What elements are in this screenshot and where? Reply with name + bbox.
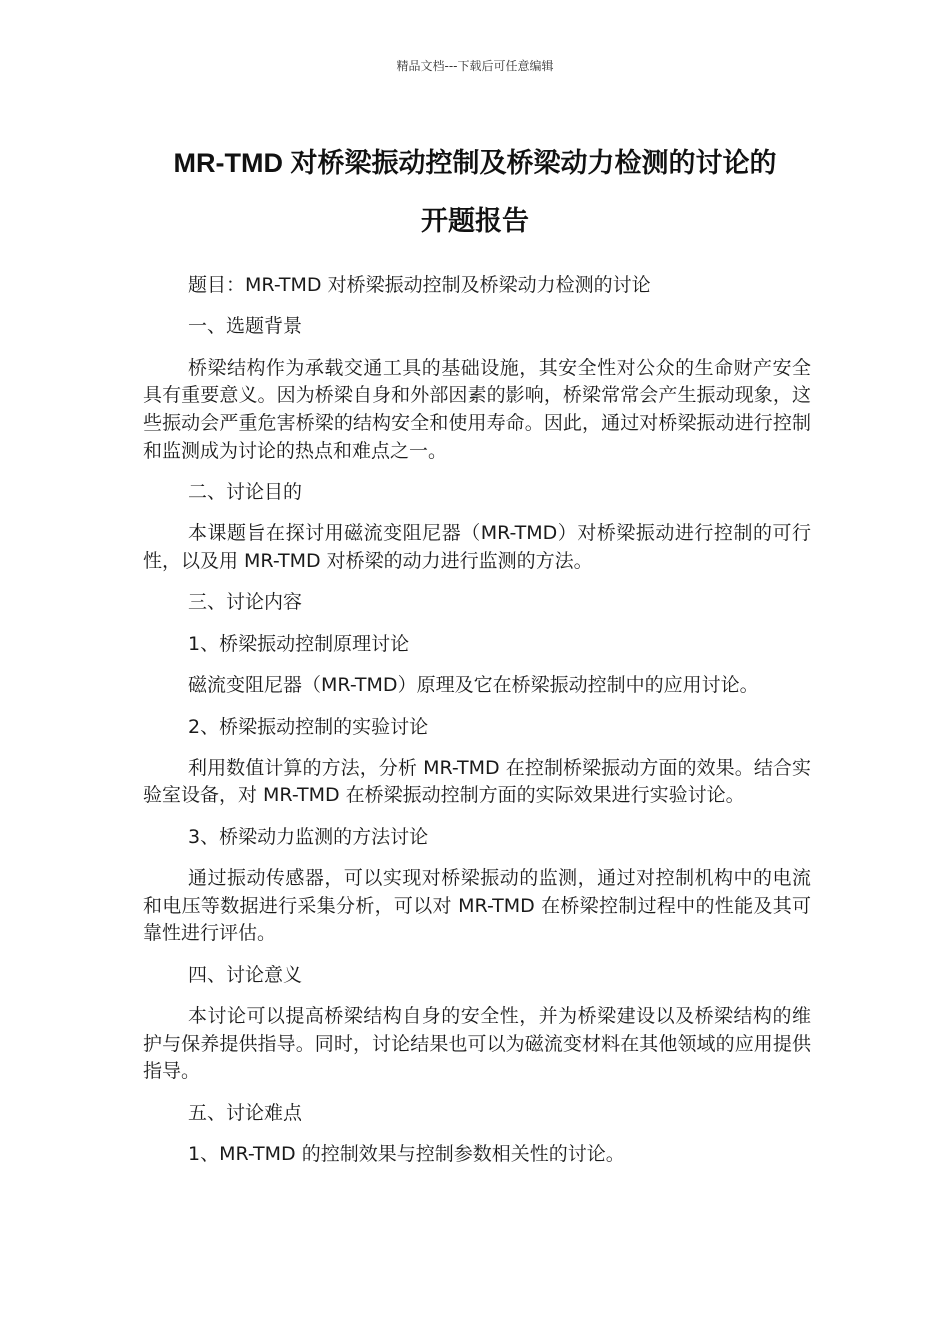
paragraph-control-experiment: 利用数值计算的方法，分析 MR-TMD 在控制桥梁振动方面的效果。结合实验室设备，对 MR-TMD 在桥梁振动控制方面的实际效果进行实验讨论。 xyxy=(143,756,811,807)
subheading-control-principle: 1、桥梁振动控制原理讨论 xyxy=(188,632,410,655)
paragraph-control-principle: 磁流变阻尼器（MR-TMD）原理及它在桥梁振动控制中的应用讨论。 xyxy=(188,674,759,697)
document-body xyxy=(143,272,811,1183)
document-title xyxy=(100,134,850,250)
paragraph-purpose: 本课题旨在探讨用磁流变阻尼器（MR-TMD）对桥梁振动进行控制的可行性，以及用 MR-TMD 对桥梁的动力进行监测的方法。 xyxy=(143,522,811,572)
paragraph-difficulty-1: 1、MR-TMD 的控制效果与控制参数相关性的讨论。 xyxy=(188,1143,625,1166)
section-heading-background: 一、选题背景 xyxy=(188,315,303,338)
section-heading-difficulties: 五、讨论难点 xyxy=(188,1101,303,1124)
document-title-line-1: MR-TMD 对桥梁振动控制及桥梁动力检测的讨论的 xyxy=(173,148,777,178)
page-header-note: 精品文档---下载后可任意编辑 xyxy=(396,59,554,73)
section-heading-significance: 四、讨论意义 xyxy=(188,963,303,986)
section-heading-content: 三、讨论内容 xyxy=(188,591,303,614)
paragraph-significance: 本讨论可以提高桥梁结构自身的安全性，并为桥梁建设以及桥梁结构的维护与保养提供指导。同时，讨论结果也可以为磁流变材料在其他领域的应用提供指导。 xyxy=(143,1005,811,1083)
section-heading-purpose: 二、讨论目的 xyxy=(188,480,303,503)
subheading-monitoring-method: 3、桥梁动力监测的方法讨论 xyxy=(188,825,429,848)
paragraph-background: 桥梁结构作为承载交通工具的基础设施，其安全性对公众的生命财产安全具有重要意义。因为桥梁自身和外部因素的影响，桥梁常常会产生振动现象，这些振动会严重危害桥梁的结构安全和使用寿命。因此，通过对桥梁振动进行控制和监测成为讨论的热点和难点之一。 xyxy=(143,356,811,462)
subheading-control-experiment: 2、桥梁振动控制的实验讨论 xyxy=(188,715,429,738)
topic-line: 题目：MR-TMD 对桥梁振动控制及桥梁动力检测的讨论 xyxy=(188,274,651,296)
paragraph-monitoring-method: 通过振动传感器，可以实现对桥梁振动的监测，通过对控制机构中的电流和电压等数据进行采集分析，可以对 MR-TMD 在桥梁控制过程中的性能及其可靠性进行评估。 xyxy=(143,867,811,945)
document-title-line-2: 开题报告 xyxy=(421,206,529,236)
